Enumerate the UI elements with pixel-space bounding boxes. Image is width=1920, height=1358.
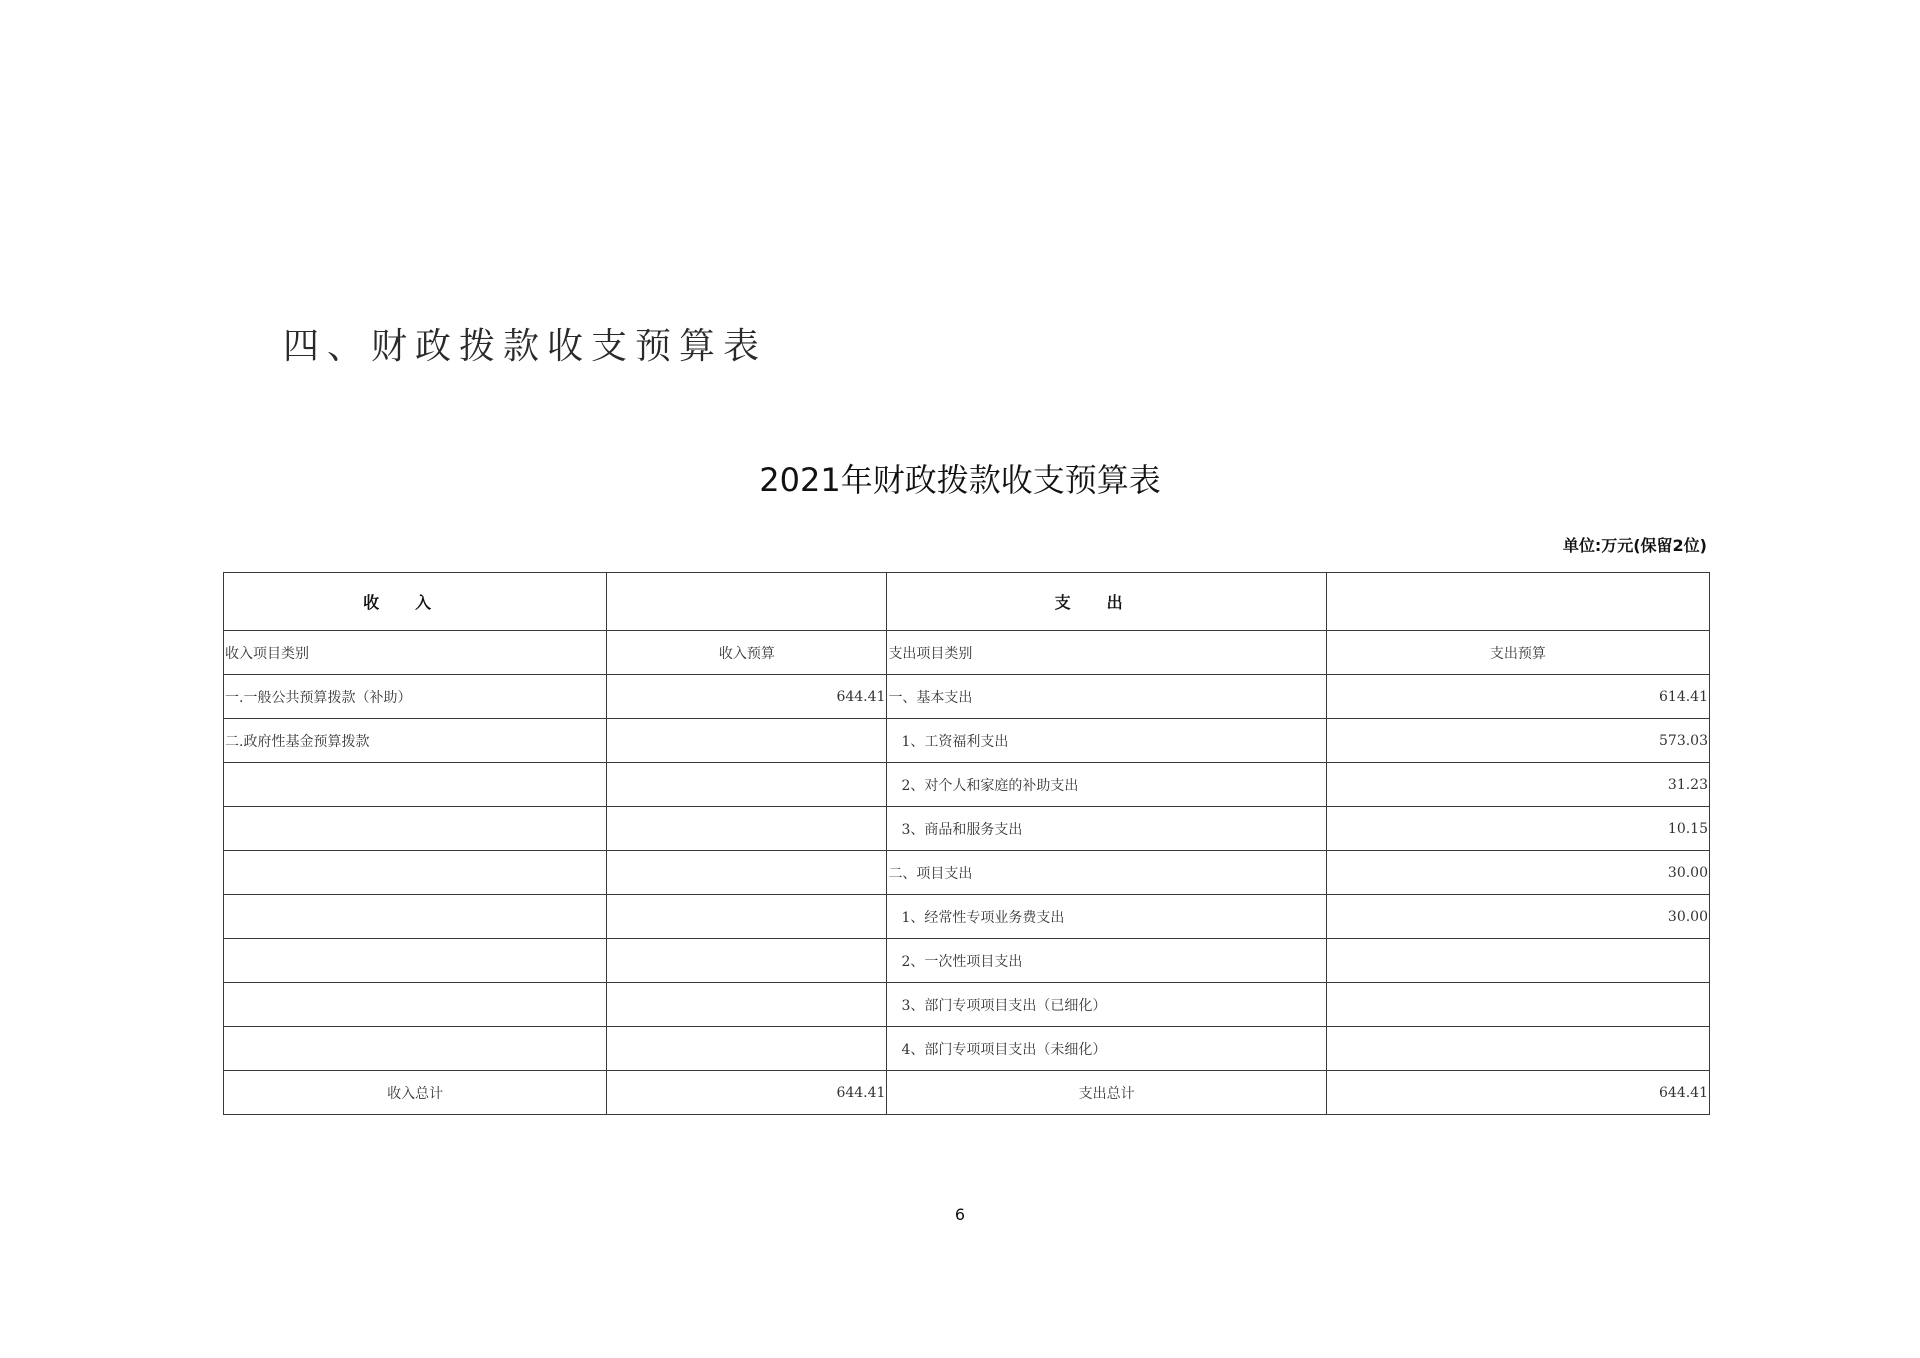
- page-number: 6: [954, 1205, 966, 1224]
- income-category-cell: [224, 763, 607, 807]
- table-row: [224, 939, 1710, 983]
- expense-category-cell: 2、一次性项目支出: [887, 939, 1326, 983]
- income-category-cell: [224, 983, 607, 1027]
- table-header-row: [224, 573, 1710, 631]
- expense-category-cell: 4、部门专项项目支出（未细化）: [887, 1027, 1326, 1071]
- expense-category-header: 支出项目类别: [887, 631, 1326, 675]
- expense-budget-cell: 30.00: [1326, 895, 1709, 939]
- income-category-cell: 二.政府性基金预算拨款: [224, 719, 607, 763]
- expense-category-cell: 二、项目支出: [887, 851, 1326, 895]
- income-budget-cell: [607, 807, 887, 851]
- income-budget-header: 收入预算: [607, 631, 887, 675]
- expense-total-value: 644.41: [1326, 1071, 1709, 1115]
- table-row: [224, 763, 1710, 807]
- expense-budget-cell: 573.03: [1326, 719, 1709, 763]
- expense-budget-cell: 614.41: [1326, 675, 1709, 719]
- table-row: [224, 807, 1710, 851]
- income-category-header: 收入项目类别: [224, 631, 607, 675]
- income-budget-cell: [607, 983, 887, 1027]
- income-budget-cell: [607, 939, 887, 983]
- table-title: 2021年财政拨款收支预算表: [759, 461, 1161, 499]
- income-category-cell: [224, 851, 607, 895]
- income-total-label: 收入总计: [224, 1071, 607, 1115]
- expense-budget-cell: [1326, 983, 1709, 1027]
- income-category-cell: [224, 807, 607, 851]
- expense-header: 支出: [887, 573, 1326, 631]
- expense-category-cell: 3、商品和服务支出: [887, 807, 1326, 851]
- expense-category-cell: 一、基本支出: [887, 675, 1326, 719]
- income-budget-cell: 644.41: [607, 675, 887, 719]
- table-row: [224, 1027, 1710, 1071]
- income-category-cell: [224, 895, 607, 939]
- table-row: [224, 675, 1710, 719]
- income-category-cell: 一.一般公共预算拨款（补助）: [224, 675, 607, 719]
- income-budget-cell: [607, 895, 887, 939]
- expense-category-cell: 1、工资福利支出: [887, 719, 1326, 763]
- table-row: [224, 895, 1710, 939]
- income-header-blank: [607, 573, 887, 631]
- expense-budget-cell: 10.15: [1326, 807, 1709, 851]
- expense-category-cell: 3、部门专项项目支出（已细化）: [887, 983, 1326, 1027]
- totals-row: [224, 1071, 1710, 1115]
- expense-budget-cell: 31.23: [1326, 763, 1709, 807]
- section-title: 四、财政拨款收支预算表: [283, 326, 768, 367]
- income-category-cell: [224, 939, 607, 983]
- expense-header-blank: [1326, 573, 1709, 631]
- income-header: 收入: [224, 573, 607, 631]
- income-budget-cell: [607, 1027, 887, 1071]
- expense-budget-header: 支出预算: [1326, 631, 1709, 675]
- table-row: [224, 851, 1710, 895]
- expense-budget-cell: 30.00: [1326, 851, 1709, 895]
- unit-note: 单位:万元(保留2位): [1562, 536, 1707, 555]
- expense-category-cell: 1、经常性专项业务费支出: [887, 895, 1326, 939]
- expense-budget-cell: [1326, 1027, 1709, 1071]
- column-header-row: [224, 631, 1710, 675]
- expense-total-label: 支出总计: [887, 1071, 1326, 1115]
- table-row: [224, 719, 1710, 763]
- income-budget-cell: [607, 851, 887, 895]
- budget-table: [223, 572, 1710, 1115]
- income-budget-cell: [607, 763, 887, 807]
- income-category-cell: [224, 1027, 607, 1071]
- expense-budget-cell: [1326, 939, 1709, 983]
- table-row: [224, 983, 1710, 1027]
- expense-category-cell: 2、对个人和家庭的补助支出: [887, 763, 1326, 807]
- income-total-value: 644.41: [607, 1071, 887, 1115]
- income-budget-cell: [607, 719, 887, 763]
